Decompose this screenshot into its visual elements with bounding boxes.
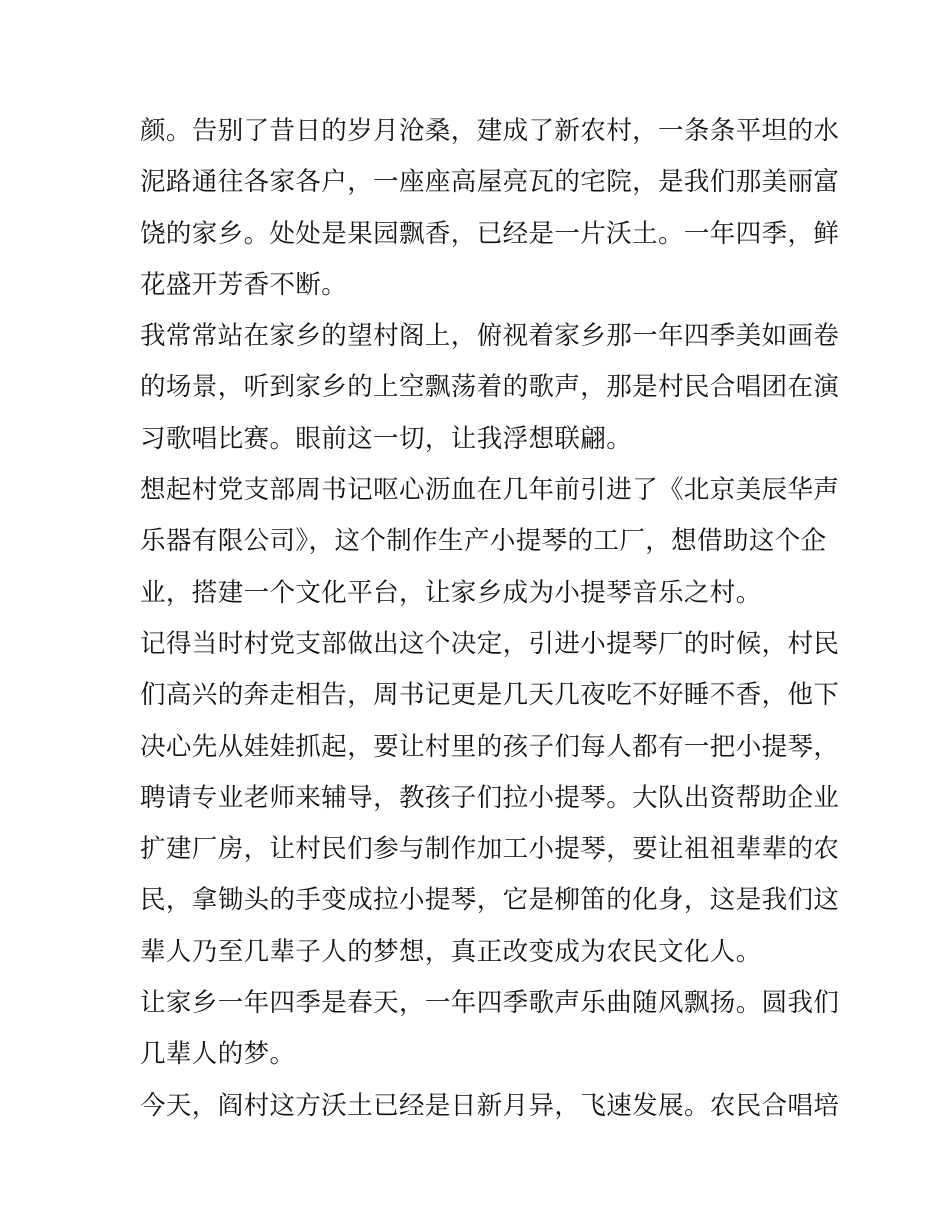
text-line: 乐器有限公司》，这个制作生产小提琴的工厂，想借助这个企 bbox=[140, 526, 827, 557]
text-line: 们高兴的奔走相告，周书记更是几天几夜吃不好睡不香，他下 bbox=[140, 680, 840, 711]
text-line: 民，拿锄头的手变成拉小提琴，它是柳笛的化身，这是我们这 bbox=[140, 885, 840, 916]
text-line: 我常常站在家乡的望村阁上，俯视着家乡那一年四季美如画卷 bbox=[140, 321, 840, 352]
text-line: 几辈人的梦。 bbox=[140, 1039, 296, 1070]
text-line: 颜。告别了昔日的岁月沧桑，建成了新农村，一条条平坦的水 bbox=[140, 116, 840, 146]
text-line: 今天，阎村这方沃土已经是日新月异，飞速发展。农民合唱培 bbox=[140, 1090, 840, 1121]
text-line: 泥路通往各家各户，一座座高屋亮瓦的宅院，是我们那美丽富 bbox=[140, 167, 840, 198]
text-line: 饶的家乡。处处是果园飘香，已经是一片沃土。一年四季，鲜 bbox=[140, 218, 840, 249]
text-line: 的场景，听到家乡的上空飘荡着的歌声，那是村民合唱团在演 bbox=[140, 372, 840, 403]
body-text bbox=[140, 106, 840, 1132]
text-line: 辈人乃至几辈子人的梦想，真正改变成为农民文化人。 bbox=[140, 936, 762, 967]
text-line: 让家乡一年四季是春天，一年四季歌声乐曲随风飘扬。圆我们 bbox=[140, 988, 840, 1019]
text-line: 聘请专业老师来辅导，教孩子们拉小提琴。大队出资帮助企业 bbox=[140, 782, 840, 813]
text-line: 花盛开芳香不断。 bbox=[140, 269, 348, 300]
text-line: 扩建厂房，让村民们参与制作加工小提琴，要让祖祖辈辈的农 bbox=[140, 834, 840, 865]
text-line: 业，搭建一个文化平台，让家乡成为小提琴音乐之村。 bbox=[140, 577, 762, 608]
text-line: 记得当时村党支部做出这个决定，引进小提琴厂的时候，村民 bbox=[140, 628, 840, 659]
text-line: 决心先从娃娃抓起，要让村里的孩子们每人都有一把小提琴， bbox=[140, 731, 840, 762]
text-line: 想起村党支部周书记呕心沥血在几年前引进了《北京美辰华声 bbox=[140, 475, 840, 506]
text-line: 习歌唱比赛。眼前这一切，让我浮想联翩。 bbox=[140, 423, 633, 454]
